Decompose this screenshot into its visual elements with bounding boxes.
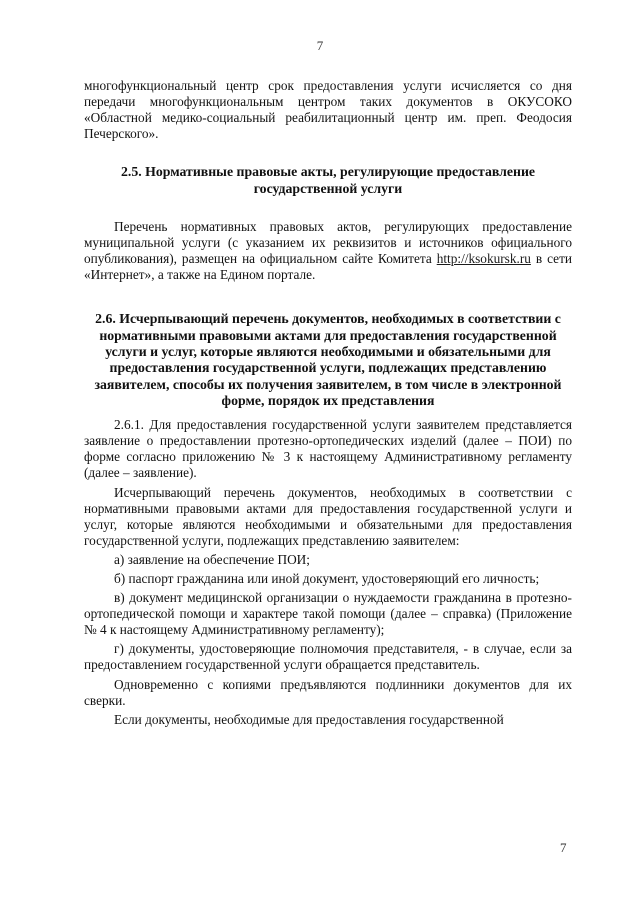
section-2-5-text: Перечень нормативных правовых актов, регулирующих предоставление муниципальной услуги (с указанием их реквизитов и источников официального опубликования), размещен на официальном сайте Комитета <box>84 218 572 267</box>
page-number-bottom: 7 <box>560 840 567 855</box>
page-number-top: 7 <box>316 38 324 53</box>
list-item: г) документы, удостоверяющие полномочия представителя, - в случае, если за предоставлением государственной услуги обращается представитель. <box>84 641 572 673</box>
continuation-paragraph: Если документы, необходимые для предоставления государственной <box>114 711 504 727</box>
list-item: в) документ медицинской организации о нуждаемости гражданина в протезно-ортопедической помощи и характере такой помощи (далее – справка) (Приложение № 4 к настоящему Административному регламенту); <box>84 590 572 638</box>
section-2-5-heading: 2.5. Нормативные правовые акты, регулирующие предоставление государственной услуги <box>120 164 536 196</box>
section-2-6-heading: 2.6. Исчерпывающий перечень документов, необходимых в соответствии с нормативными правовыми актами для предоставления государственной услуги и услуг, которые являются необходимыми и обязательными для предоставления государственной услуги, подлежащих представлению заявителем, способы их получения заявителем, в том числе в электронной форме, порядок их представления <box>94 311 562 408</box>
intro-paragraph: многофункциональный центр срок предоставления услуги исчисляется со дня передачи многофункциональным центром таких документов в ОКУСОКО «Областной медико-социальный реабилитационный центр им. преп. Феодосия Печерского». <box>84 78 572 142</box>
list-item: а) заявление на обеспечение ПОИ; <box>114 551 310 567</box>
ksokursk-link[interactable]: http://ksokursk.ru <box>436 251 531 267</box>
document-body <box>84 78 572 728</box>
documents-list <box>84 552 572 674</box>
section-2-6-1-paragraph: 2.6.1. Для предоставления государственной услуги заявителем представляется заявление о предоставлении протезно-ортопедических изделий (далее – ПОИ) по форме согласно приложению № 3 к настоящему Административному регламенту (далее – заявление). <box>84 417 572 481</box>
section-2-5-text-end: в сети «Интернет», а также на Едином портале. <box>84 251 572 283</box>
originals-paragraph: Одновременно с копиями предъявляются подлинники документов для их сверки. <box>84 676 572 708</box>
section-2-5-paragraph <box>84 219 572 283</box>
list-item: б) паспорт гражданина или иной документ, удостоверяющий его личность; <box>114 570 540 586</box>
documents-list-intro: Исчерпывающий перечень документов, необходимых в соответствии с нормативными правовыми актами для предоставления государственной услуги и услуг, которые являются необходимыми и обязательными для предоставления государственной услуги, подлежащих представлению заявителем: <box>84 484 572 548</box>
